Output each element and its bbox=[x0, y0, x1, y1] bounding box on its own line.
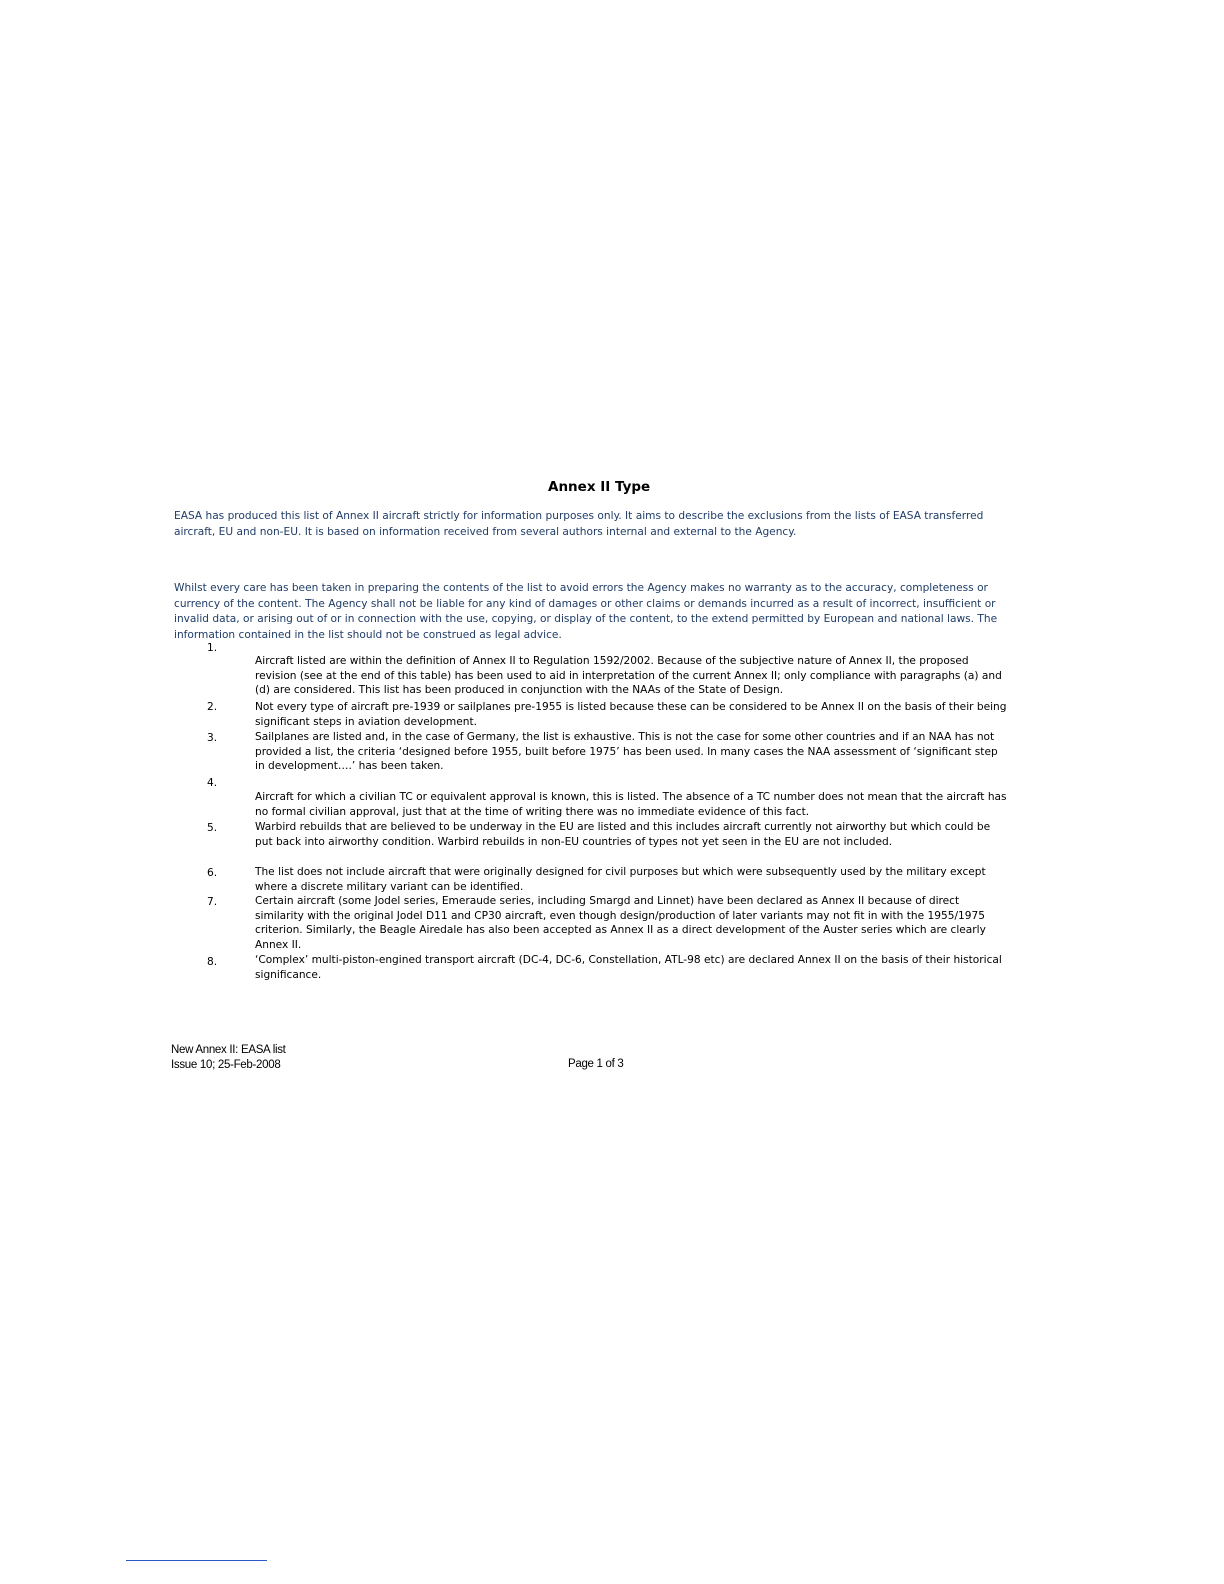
list-item-text: Not every type of aircraft pre-1939 or sailplanes pre-1955 is listed because these can be considered to be Annex II on the basis of their being significant steps in aviation development. bbox=[255, 701, 1007, 728]
list-item-text: Aircraft listed are within the definition of Annex II to Regulation 1592/2002. Because of the subjective nature of Annex II, the proposed revision (see at the end of this table) has been used to aid in interpretation of the current Annex II; only compliance with paragraphs (a) and (d) are considered. This list has been produced in conjunction with the NAAs of the State of Design. bbox=[255, 655, 1002, 697]
disclaimer-paragraph: Whilst every care has been taken in preparing the contents of the list to avoid errors the Agency makes no warranty as to the accuracy, completeness or currency of the content. The Agency shall not be liable for any kind of damages or other claims or demands incurred as a result of incorrect, insufficient or invalid data, or arising out of or in connection with the use, copying, or display of the content, to the extend permitted by European and national laws. The information contained in the list should not be construed as legal advice. bbox=[174, 582, 998, 641]
list-item-number: 2. bbox=[207, 701, 218, 713]
list-item-number: 7. bbox=[207, 896, 218, 908]
footer-issue-date: Issue 10; 25-Feb-2008 bbox=[171, 1058, 281, 1071]
list-item-number: 5. bbox=[207, 822, 218, 834]
footer-page-number: Page 1 of 3 bbox=[568, 1058, 624, 1070]
list-item-text: The list does not include aircraft that were originally designed for civil purposes but which were subsequently used by the military except where a discrete military variant can be identified. bbox=[255, 866, 986, 893]
footer-document-name: New Annex II: EASA list bbox=[171, 1044, 286, 1056]
document-title: Annex II Type bbox=[548, 479, 651, 495]
list-item-text: Warbird rebuilds that are believed to be underway in the EU are listed and this includes aircraft currently not airworthy but which could be put back into airworthy condition. Warbird rebuilds in non-EU countries of types not yet seen in the EU are not included. bbox=[255, 821, 991, 848]
footer-document-info bbox=[171, 1043, 286, 1072]
list-item-text: ‘Complex’ multi-piston-engined transport aircraft (DC-4, DC-6, Constellation, ATL-98 etc) are declared Annex II on the basis of their historical significance. bbox=[255, 954, 1002, 981]
list-item-text: Certain aircraft (some Jodel series, Emeraude series, including Smargd and Linnet) have been declared as Annex II because of direct similarity with the original Jodel D11 and CP30 aircraft, even though design/production of later variants may not fit in with the 1955/1975 criterion. Similarly, the Beagle Airedale has also been accepted as Annex II as a direct development of the Auster series which are clearly Annex II. bbox=[255, 895, 986, 952]
list-item-number: 3. bbox=[207, 732, 218, 744]
list-item-text: Sailplanes are listed and, in the case of Germany, the list is exhaustive. This is not the case for some other countries and if an NAA has not provided a list, the criteria ‘designed before 1955, built before 1975’ has been used. In many cases the NAA assessment of ‘significant step in development….’ has been taken. bbox=[255, 731, 998, 773]
intro-paragraph: EASA has produced this list of Annex II aircraft strictly for information purposes only. It aims to describe the exclusions from the lists of EASA transferred aircraft, EU and non-EU. It is based on information received from several authors internal and external to the Agency. bbox=[174, 510, 984, 538]
list-item-text: Aircraft for which a civilian TC or equivalent approval is known, this is listed. The absence of a TC number does not mean that the aircraft has no formal civilian approval, just that at the time of writing there was no immediate evidence of this fact. bbox=[255, 791, 1007, 818]
list-item-number: 6. bbox=[207, 867, 218, 879]
list-item-number: 1. bbox=[207, 642, 218, 654]
list-item-number: 4. bbox=[207, 777, 218, 789]
footnote-separator bbox=[126, 1560, 267, 1561]
list-item-number: 8. bbox=[207, 956, 218, 968]
